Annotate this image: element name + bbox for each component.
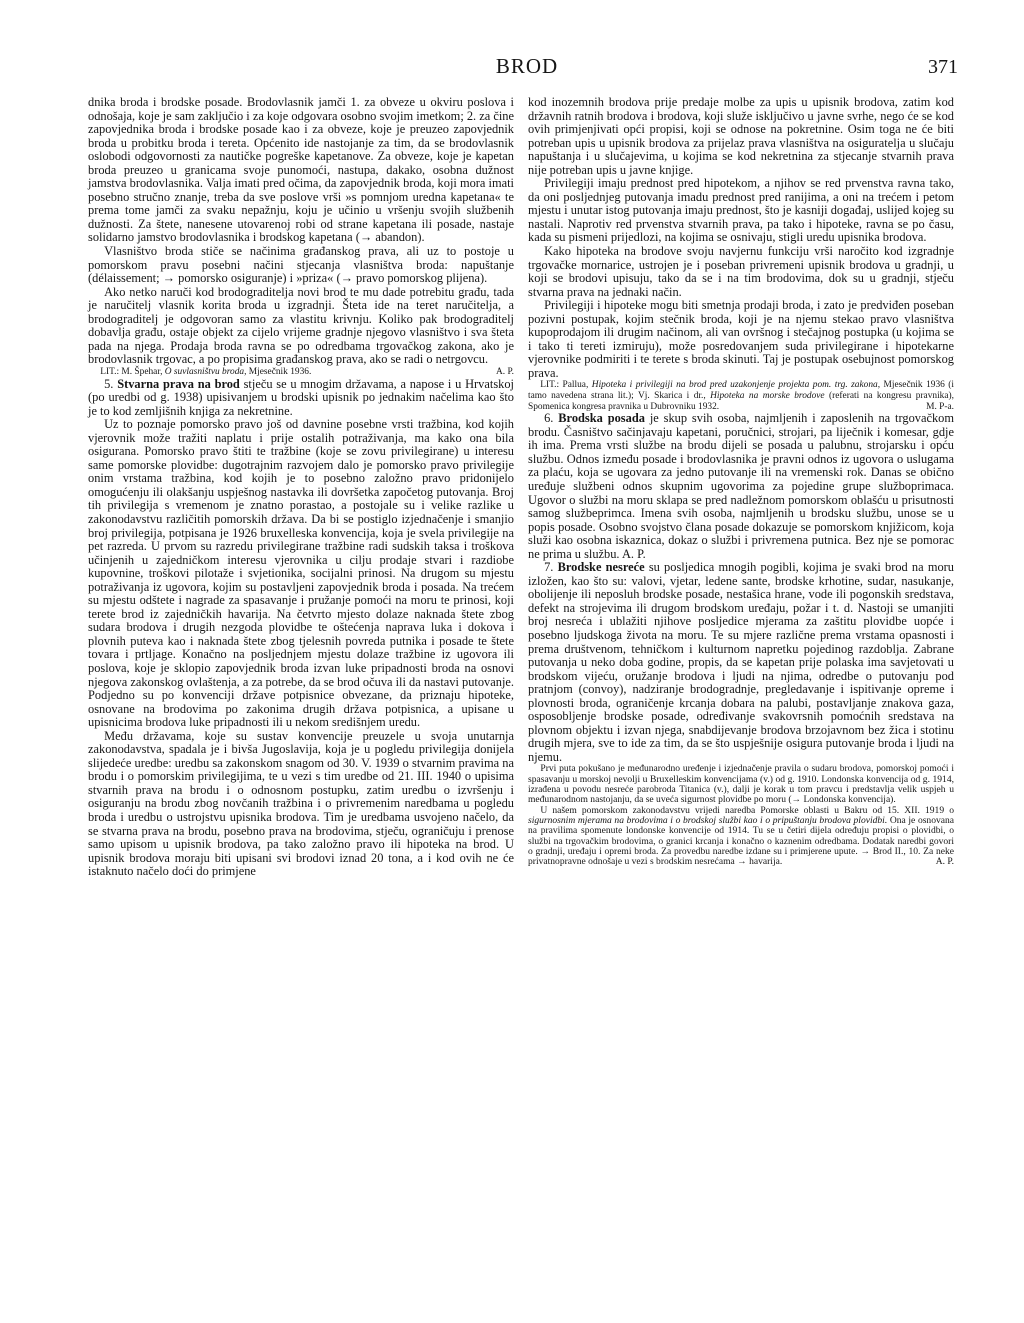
section-text: stječu se u mnogim državama, a napose i u Hrvatskoj (po uredbi od g. 1938) upisivanjem u brodski upisnik po jednakim načelima kao što je to kod zemljišnih knjiga za nekretnine. (88, 376, 514, 418)
paragraph: Ako netko naruči kod brodograditelja novi brod te mu dade potrebitu građu, tada je naručitelj vlasnik korita broda u izgradnji. Šteta ide na teret naručitelja, a brodograditelj je odgovoran samo za vlastitu krivnju. Koliko pak brodograditelj dobavlja građu, ostaje objekt za cijelo vrijeme gradnje njegovo vlasništvo i sva šteta pada na njega. Prodaja broda ravna se po odredbama trgovačkog zakona, ako je brodovlasnik trgovac, a po propisima građanskog prava, ako se radi o netrgovcu. (88, 284, 514, 367)
author-signature: A. P. (935, 856, 954, 868)
section-5 (88, 378, 514, 419)
paragraph: Privilegiji imaju prednost pred hipotekom, a njihov se red prvenstva ravna tako, da oni posljednjeg putovanja imadu prednost pred ranijima, a oni na trećem i petom mjestu i unutar istog putovanja imaju prednost, što je kasniji događaj, uslijed kojeg su nastali. Naprotiv red prvenstva stvarnih prava, pa tako i hipoteke, ravna se po času, kada su pismeni prijedlozi, na kojima se osnivaju, stigli uredu upisnika brodova. (528, 176, 954, 245)
lit-author: Pallua, (562, 380, 589, 391)
regulation-title: sigurnosnim mjerama na brodovima i o brodskoj službi kao i o pripuštanju brodova plovidbi. (528, 814, 888, 826)
section-headword: Brodska posada (558, 411, 645, 426)
right-column (528, 96, 954, 867)
paragraph: Među državama, koje su sustav konvencije preuzele u svoja unutarnja zakonodavstva, spadala je i bivša Jugoslavija, koja je u pogledu privilegija donijela slijedeće uredbe: uredbu sa zakonskom snagom od 30. V. 1939 o stvarnim pravima na brodu i o pomorskim privilegijima, te u vezi s tim uredbe od 21. III. 1940 o upisima stvarnih prava na brodu i o odnosnom postupku, zatim uredbu o izvršenju i osiguranju na brodu zbog novčanih tražbina i o privremenim naredbama u pogledu broda i uredbu o ustrojstvu upisnika brodova. Tim je uredbama usvojeno načelo, da se stvarna prava na brodu, posebno prava na brodovima, stječu, ograničuju i prenose samo upisom u upisnik brodova, pa tako založno pravo ili hipoteka na brod. U upisnik brodova moraju biti upisani svi brodovi iznad 20 tona, a i kod ovih ne će istaknuto načelo doći do primjene (88, 728, 514, 879)
lit-source: (referati na kongresu pravnika), Spomenica kongresa pravnika u Dubrovniku 1932. (528, 391, 954, 412)
page-number: 371 (928, 56, 958, 78)
literature-note (528, 380, 954, 412)
lit-source: Mjesečnik 1936 (i tamo navedena strana lit.); Vj. Skarica i dr., (528, 380, 955, 402)
small-print-paragraph (528, 806, 954, 868)
paragraph: Vlasništvo broda stiče se načinima građanskog prava, ali uz to postoje u pomorskom pravu posebni načini stjecanja vlasništva broda: napuštanje (délaissement; → pomorsko osiguranje) i »priza« (→ pravo pomorskog plijena). (88, 244, 514, 286)
lit-title: O suvlasništvu broda, (164, 366, 247, 377)
paragraph: kod inozemnih brodova prije predaje molbe za upis u upisnik brodova, zatim kod državnih ratnih brodova i brodova, koji služe isključivo u javne svrhe, nego će se kod ovih primjenjivati opći propisi, koji se odnose na pokretnine. Osim toga ne će biti potreban upis u upisnik brodova za prijelaz prava vlasništva na osiguratelja u slučaju napuštanja i u slučajevima, u kojima se kod nekretnina za stjecanje stvarnih prava nije potreban upis u javne knjige. (528, 95, 954, 177)
section-6 (528, 412, 954, 561)
paragraph: Privilegiji i hipoteke mogu biti smetnja prodaji broda, i zato je predviđen poseban pozivni postupak, kojim stečnik broda, koji je na njemu stekao pravo vlasništva kupoprodajom ili drugim načinom, ali van ovršnog i stečajnog postupka (u kojima se i tako ti tereti izmiruju), može posredovanjem suda privilegirane i hipotekarne vjerovnike podmiriti i te terete s broda skinuti. Taj je postupak osebujnost pomorskog prava. (528, 298, 954, 380)
section-7 (528, 561, 954, 764)
section-text: je skup svih osoba, najmljenih i zaposlenih na trgovačkom brodu. Časništvo sačinjavaju kapetani, poručnici, strojari, pa liječnik i komesar, gdje ih ima. Prema vrsti službe na brodu dijeli se posada u palubnu, strojarsku i opću službu. Odnos između posade i brodovlasnika je pravni odnos iz ugovora o uslugama za plaću, koja se ugovara za jedno putovanje ili na vremenski rok. Danas se obično uređuje službeni odnos skupnim ugovorima za pojedine grupe služboprimaca. Ugovor o službi na moru sklapa se pred nadležnom pomorskom oblašću u prisutnosti samog službeprimca. Imena svih osoba, najmljenih u brodsku službu, unose se u popis posade. Osobno svojstvo člana posade dokazuje se pomorskom knjižicom, koja služi kao osobna iskaznica, dokaz o službi i privremena putnica. Bez nje se pomorac ne prima u službu. (528, 411, 954, 561)
paragraph: Uz to poznaje pomorsko pravo još od davnine posebne vrsti tražbina, kod kojih vjerovnik može tražiti naplatu i prije ostalih potraživanja, ma kako ona bila osigurana. Pomorsko pravo štiti te tražbine (koje se zovu privilegirane) u interesu same pomorske plovidbe: dugotrajnim razvojem dalo je pomorsko pravo privilegije onim vrstama tražbina, kod kojih je to posebno založno pravo pridonijelo omogućenju ili olakšanju uspješnog nastavka ili dovršetka započetog putovanja. Broj tih privilegija s vremenom je znatno porastao, a postojale su i velike razlike u zakonodavstvu različitih pomorskih država. Da bi se postiglo izjednačenje i smanjio broj privilegija, potpisana je 1926 bruxelleska konvencija, koja je svela privilegije na pet razreda. U prvom su razredu privilegirane tražbine radi sudskih taksa i troškova učinjenih u zajedničkom interesu vjerovnika u cilju prodaje stvari i razdiobe kupovnine, troškovi pilotaže i svjetionika, socijalni prinosi. Na drugom su mjestu potraživanja iz ugovora, kojim su postavljeni zapovjednik broda i posada. Na trećem su mjestu odštete i nagrade za spasavanje i pružanje pomoći na moru te prinosi, koji terete brod iz zajedničkih havarija. Na četvrto mjesto dolaze naknada štete zbog sudara brodova i drugih nezgoda plovidbe te oštećenja naprava luka i dokova i plovnih puteva kao i naknada štete zbog tjelesnih povreda putnika i posade te štete tovara i prtljage. Konačno na posljednjem mjestu dolaze tražbine iz ugovora ili poslova, koje je sklopio zapovjednik broda izvan luke pripadnosti broda na osnovi njegova zakonskog ovlaštenja, a za potrebe, da se brod očuva ili da nastavi putovanje. Podjedno su po konvenciji države potpisnice obvezane, da priznaju hipoteke, osnovane na brodovima po zakonima drugih država potpisnica, a upisane u upisnicima brodova luke pripadnosti ili u nekom središnjem uredu. (88, 417, 514, 730)
lit-label: LIT.: (100, 366, 120, 377)
small-text: U našem pomorskom zakonodavstvu vrijedi naredba Pomorske oblasti u Bakru od 15. XII. 1919 o (540, 804, 954, 816)
author-signature: A. P. (496, 366, 514, 377)
paragraph: Kako hipoteka na brodove svoju navjernu funkciju vrši naročito kod izgradnje trgovačke mornarice, ustrojen je i poseban privremeni upisnik brodova u gradnji, u koji se brodovi upisuju, tako da se i na tim brodovima, dok su u gradnji, stječu stvarna prava na jednaki način. (528, 244, 954, 299)
paragraph: dnika broda i brodske posade. Brodovlasnik jamči 1. za obveze u okviru poslova i odnošaja, koje je sam zaključio i za koje odgovara osobno svojim imetkom; 2. za čine zapovjednika broda i brodske posade kao i za obveze, koje je preuzeo zapovjednik broda u probitku broda i tereta. Općenito ide nastojanje za tim, da se brodovlasnik oslobodi odgovornosti za nautičke pogreške kapetanove. Za obveze, koje je kapetan broda preuzeo u granicama svoje punomoći, nastupa, dakako, osobna dužnost jamstva brodovlasnika. Valja imati pred očima, da zapovjednik broda, koji mora imati posebno stručno znanje, treba da sve poslove vrši »s pomnjom uredna kapetana« te prema tome jamči za svaku nepažnju, koju je učinio u vršenju svojih službenih dužnosti. Za štete, nanesene utovarenoj robi od strane kapetana ili posade, nastaje solidarno jamstvo brodovlasnika i brodskog kapetana (→ abandon). (88, 95, 514, 245)
section-number: 6. (544, 411, 554, 426)
lit-title: Hipoteka na morske brodove (710, 391, 825, 402)
section-text: su posljedica mnogih pogibli, kojima je svaki brod na moru izložen, kao što su: valovi, vjetar, ledene sante, brodske krhotine, sudar, nasukanje, obolijenje ili neposluh brodske posade, nestašica hrane, vode ili pogonskih sredstava, defekt na strojevima ili drugom brodskom uređaju, požar i t. d. Nastoji se umanjiti broj nesreća i ublažiti njihove posljedice mjerama za zaštitu plovidbe uopće i posebno ljudskoga života na moru. Te su mjere različne prema vrstama opasnosti i prema društvenom, tehničkom i kulturnom napretku pojedinog razdoblja. Zabrane putovanja u neko doba godine, propis, da se kapetan prije polaska ima savjetovati u brodskom vijeću, oružanje brodova i ljudi na njima, odredbe o putovanju pod pratnjom (convoy), nadziranje brodogradnje, pregledavanje i ispitivanje opreme i plovnosti broda, ograničenje krcanja dobara na palubi, postavljanje znakova gaza, osposobljenje brodske posade, određivanje svakovrsnih pomoćnih sredstava na plovnom objektu i izvan njega, snabdijevanje brodova brzojavnom bez žica i stotinu drugih mjera, sve to ide za tim, da se što uspješnije osigura putovanje broda i ljudi na njemu. (528, 560, 954, 764)
lit-title: Hipoteka i privilegiji na brod pred uzakonjenje projekta pom. trg. zakona, (591, 380, 881, 391)
page-header (88, 54, 966, 94)
section-number: 5. (104, 376, 114, 391)
section-number: 7. (544, 560, 554, 575)
section-headword: Stvarna prava na brod (117, 376, 240, 391)
running-head: BROD (495, 54, 559, 78)
section-headword: Brodske nesreće (557, 560, 645, 575)
lit-label: LIT.: (540, 380, 560, 391)
small-text: Ona je osnovana na pravilima spomenute londonske konvencije od 1914. Tu se u četiri dijela određuju propisi o plovidbi, o službi na trgovačkim brodovima, o granici krcanja i konačno o kaznenim odredbama. Dodatak naredbi govori o gradnji, uređaju i opremi broda. Za provedbu naredbe izdane su i primjerene upute. → Brod II., 10. Za neke privatnopravne odnošaje u vezi s brodskim nesrećama → havarija. (528, 814, 954, 868)
left-column (88, 96, 514, 879)
lit-source: Mjesečnik 1936. (248, 366, 312, 377)
small-print-paragraph: Prvi puta pokušano je međunarodno uređenje i izjednačenje pravila o sudaru brodova, pomorskoj pomoći i spasavanju u morskoj nevolji u Bruxelleskim konvencijama (v.) od g. 1910. Londonska konvencija od g. 1914, izrađena u povodu nesreće parobroda Titanica (v.), dalji je korak u tom pravcu i predstavlja velik uspjeh u međunarodnom nastojanju, da se uveća sigurnost plovidbe po moru (→ Londonska konvencija). (528, 763, 954, 806)
author-signature: A. P. (621, 546, 646, 561)
lit-author: M. Špehar, (121, 366, 163, 377)
author-signature: M. P-a. (926, 401, 954, 412)
